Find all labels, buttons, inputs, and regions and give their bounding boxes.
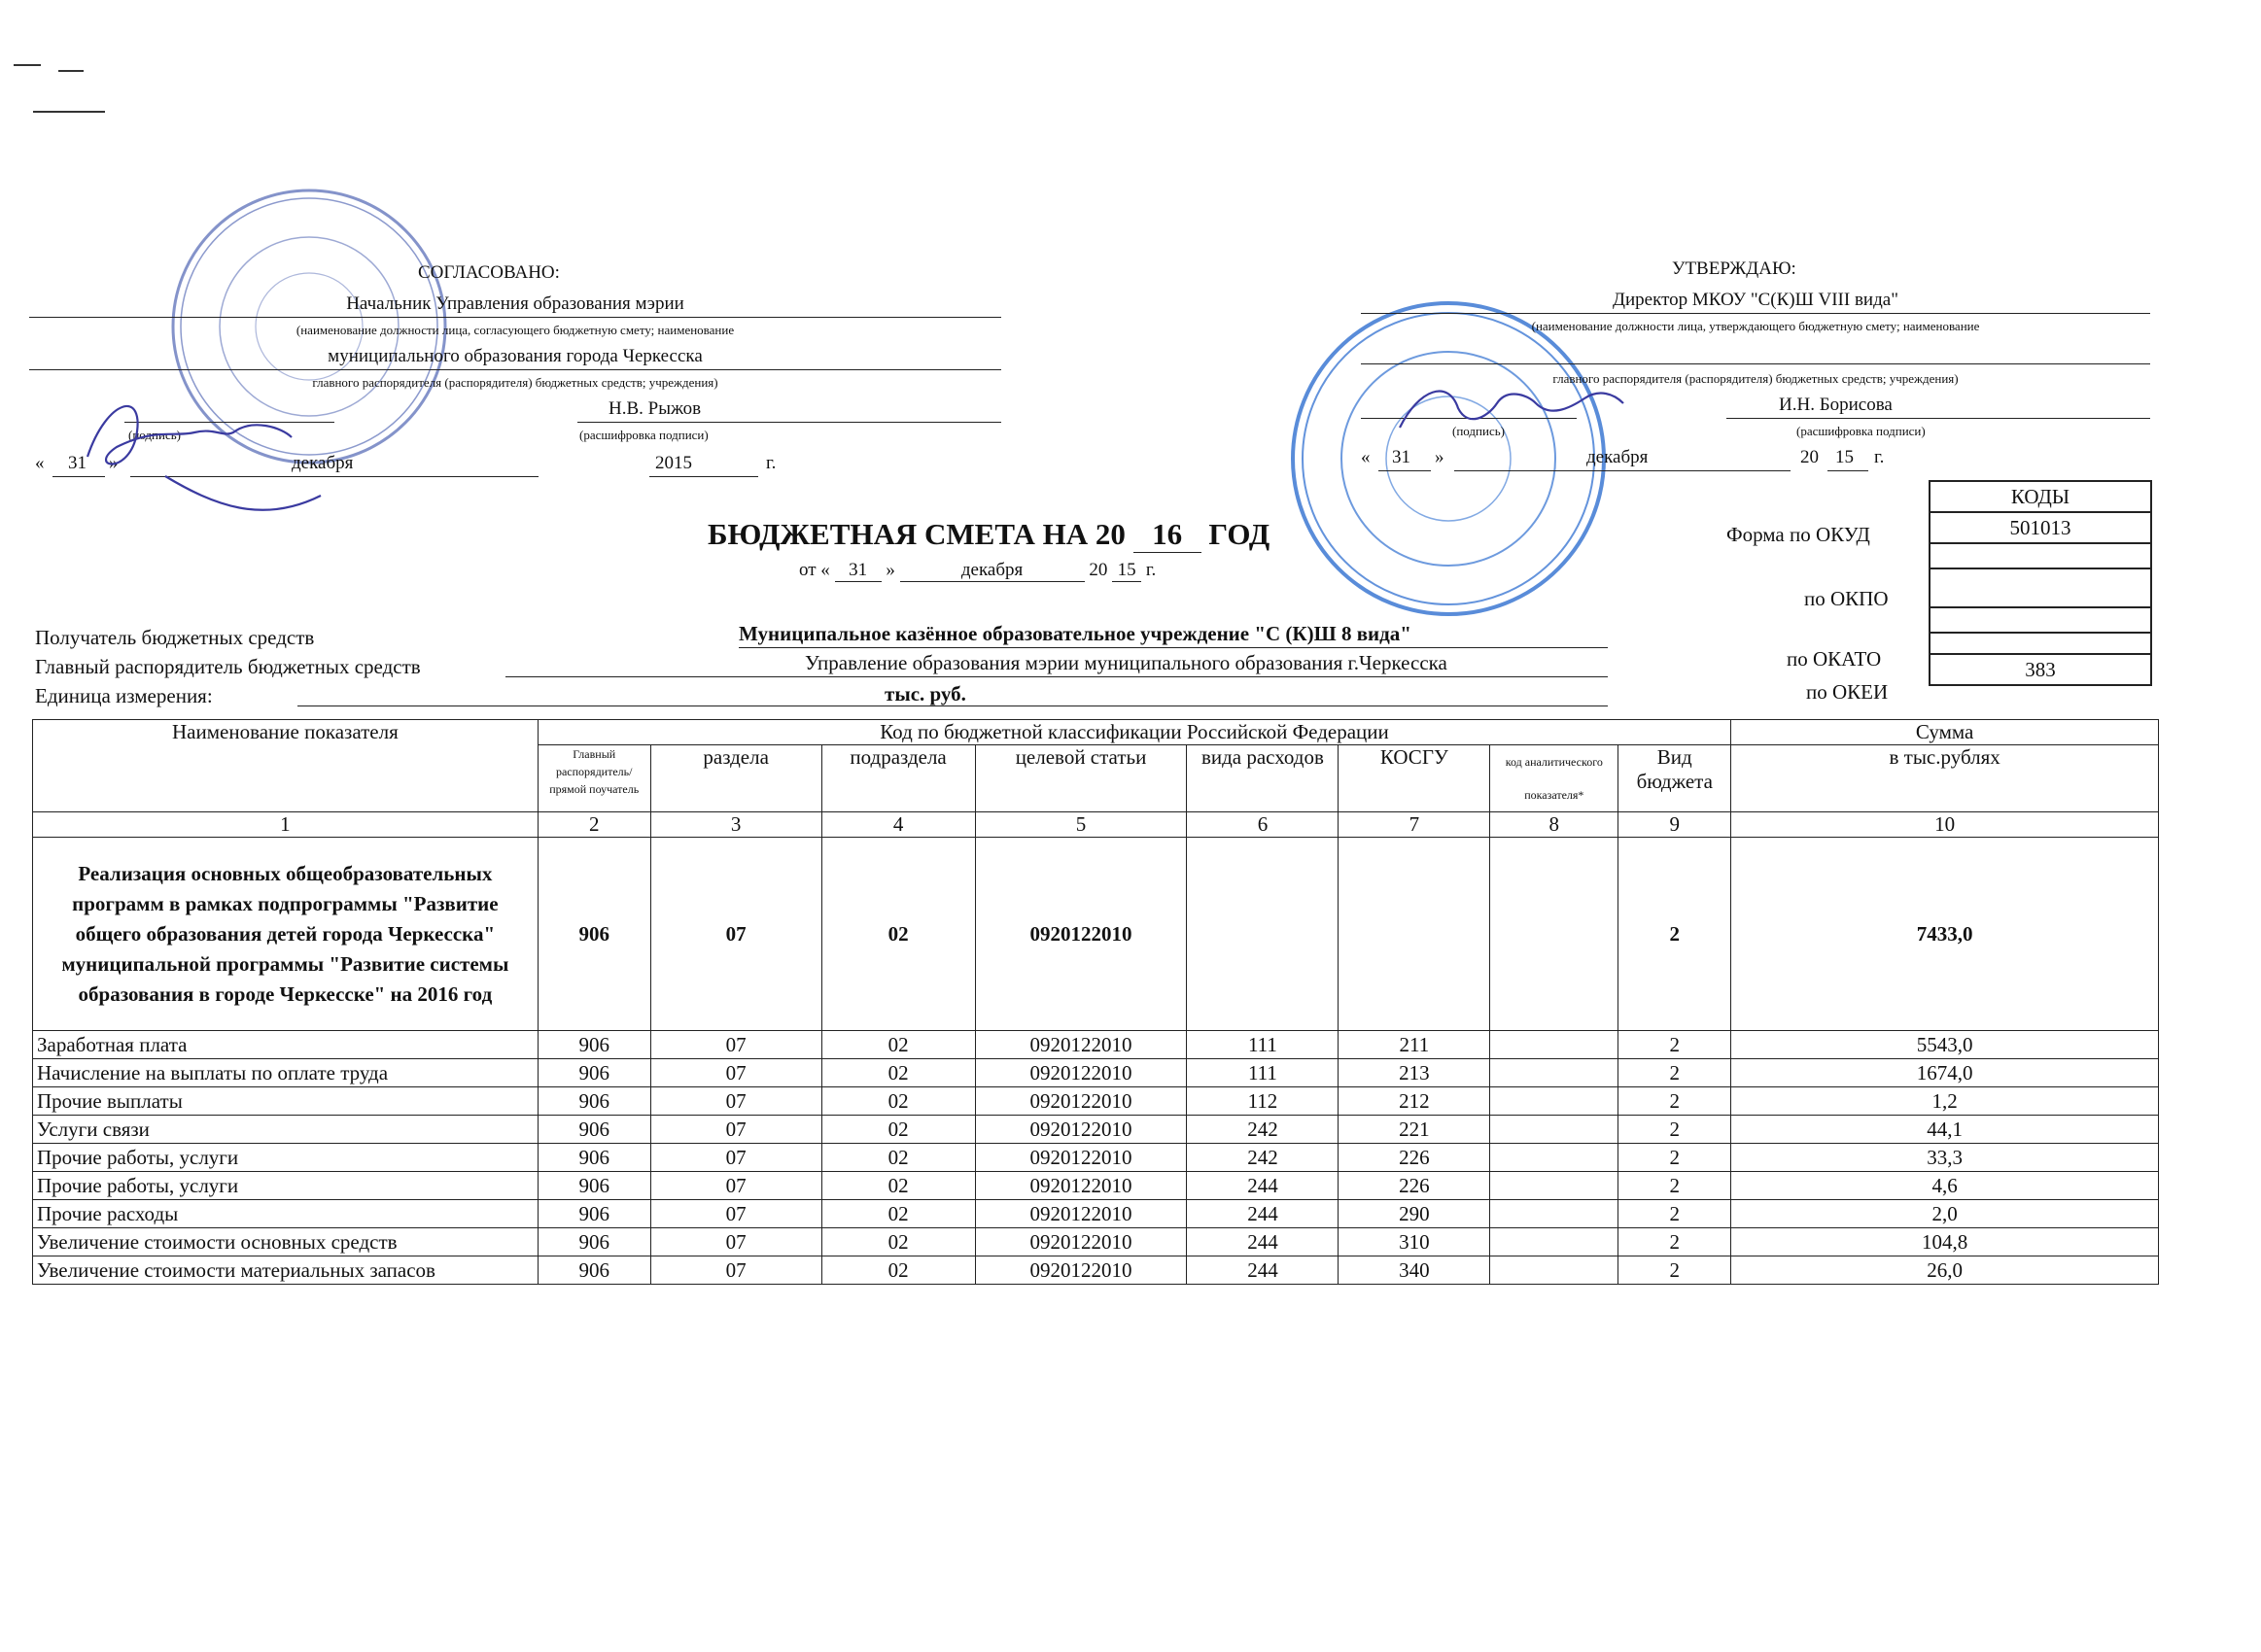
title-year2: 15 [1112,560,1141,582]
header-kosgu: КОСГУ [1339,745,1490,812]
scan-mark [33,111,105,113]
row-cs: 0920122010 [975,1256,1187,1285]
left-position: Начальник Управления образования мэрии [346,293,684,314]
row-sum: 26,0 [1731,1256,2159,1285]
right-day: 31 [1392,447,1410,467]
row-vr: 111 [1187,1031,1339,1059]
main-row-name: Реализация основных общеобразовательных программ в рамках подпрограммы "Развитие общего образования детей города Черкесска" муниципальной программы "Развитие системы образования в городе Черкесске" на 2016 год [33,838,539,1031]
row-grbs: 906 [538,1031,650,1059]
row-podrazdel: 02 [821,1172,975,1200]
col-number: 10 [1731,812,2159,838]
recipient-label: Получатель бюджетных средств [35,626,315,649]
codes-header: КОДЫ [1930,481,2151,512]
row-grbs: 906 [538,1228,650,1256]
row-cs: 0920122010 [975,1228,1187,1256]
row-vr: 244 [1187,1172,1339,1200]
right-stamp [1285,295,1612,622]
row-analit [1490,1144,1618,1172]
row-budget: 2 [1618,1200,1731,1228]
left-date-close: » [109,453,119,473]
header-sum: Сумма [1731,720,2159,745]
row-sum: 1674,0 [1731,1059,2159,1087]
row-sum: 4,6 [1731,1172,2159,1200]
row-vr: 242 [1187,1116,1339,1144]
row-kosgu: 340 [1339,1256,1490,1285]
main-row-budget: 2 [1618,838,1731,1031]
row-cs: 0920122010 [975,1059,1187,1087]
row-sum: 2,0 [1731,1200,2159,1228]
header-code: Код по бюджетной классификации Российской Федерации [538,720,1731,745]
row-name: Начисление на выплаты по оплате труда [33,1059,539,1087]
left-year-suffix: г. [766,453,777,473]
row-razdel: 07 [650,1200,821,1228]
col-number: 6 [1187,812,1339,838]
right-year-prefix: 20 [1800,447,1819,467]
row-analit [1490,1087,1618,1116]
col-number: 1 [33,812,539,838]
row-name: Увеличение стоимости материальных запасов [33,1256,539,1285]
table-row [33,1200,2159,1228]
left-signature [68,340,360,534]
row-sum: 33,3 [1731,1144,2159,1172]
title-month: декабря [900,560,1085,582]
row-name: Заработная плата [33,1031,539,1059]
right-name: И.Н. Борисова [1779,395,1893,415]
title-year-prefix: 20 [1089,560,1108,580]
table-row [33,1116,2159,1144]
budget-table [32,719,2159,1285]
table-row [33,1059,2159,1087]
row-vr: 244 [1187,1228,1339,1256]
row-kosgu: 310 [1339,1228,1490,1256]
left-name: Н.В. Рыжов [609,398,702,419]
right-heading: УТВЕРЖДАЮ: [1672,258,1796,279]
row-name: Прочие работы, услуги [33,1172,539,1200]
title-year-suffix: г. [1145,560,1157,580]
header-analit: код аналитического показателя* [1490,745,1618,812]
right-name-caption: (расшифровка подписи) [1796,424,1926,438]
row-vr: 112 [1187,1087,1339,1116]
scan-mark [58,70,84,72]
left-month: декабря [292,453,354,473]
right-month: декабря [1586,447,1649,467]
left-day: 31 [68,453,87,473]
left-sign-caption: (подпись) [128,428,181,442]
row-kosgu: 211 [1339,1031,1490,1059]
left-date-open: « [35,453,45,473]
header-name: Наименование показателя [33,720,539,812]
row-cs: 0920122010 [975,1144,1187,1172]
scan-mark [14,64,41,66]
table-row [33,1228,2159,1256]
col-number: 5 [975,812,1187,838]
main-manager-label: Главный распорядитель бюджетных средств [35,655,421,678]
col-number: 4 [821,812,975,838]
left-heading: СОГЛАСОВАНО: [418,262,560,283]
row-budget: 2 [1618,1228,1731,1256]
row-vr: 242 [1187,1144,1339,1172]
table-main-row [33,838,2159,1031]
row-vr: 244 [1187,1256,1339,1285]
row-grbs: 906 [538,1172,650,1200]
row-cs: 0920122010 [975,1116,1187,1144]
row-grbs: 906 [538,1144,650,1172]
row-podrazdel: 02 [821,1144,975,1172]
right-date-open: « [1361,447,1371,467]
row-podrazdel: 02 [821,1031,975,1059]
right-signature [1380,350,1633,457]
right-position: Директор МКОУ "С(К)Ш VIII вида" [1613,290,1898,310]
right-year-suffix: г. [1874,447,1885,467]
row-budget: 2 [1618,1031,1731,1059]
okud-label: Форма по ОКУД [1726,523,1870,546]
header-sum-sub: в тыс.рублях [1731,745,2159,812]
row-kosgu: 221 [1339,1116,1490,1144]
header-cs: целевой статьи [975,745,1187,812]
title-suffix: ГОД [1208,517,1270,551]
left-caption2: главного распорядителя (распорядителя) бюджетных средств; учреждения) [312,375,718,390]
row-cs: 0920122010 [975,1200,1187,1228]
page-title [708,517,1270,553]
row-budget: 2 [1618,1116,1731,1144]
title-year: 16 [1133,517,1201,553]
okpo-label: по ОКПО [1804,587,1889,610]
row-sum: 1,2 [1731,1087,2159,1116]
row-razdel: 07 [650,1116,821,1144]
row-podrazdel: 02 [821,1200,975,1228]
main-row-razdel: 07 [650,838,821,1031]
row-razdel: 07 [650,1228,821,1256]
row-razdel: 07 [650,1059,821,1087]
row-cs: 0920122010 [975,1087,1187,1116]
header-vr: вида расходов [1187,745,1339,812]
okei-label: по ОКЕИ [1806,680,1889,704]
row-podrazdel: 02 [821,1059,975,1087]
table-row [33,1087,2159,1116]
left-caption1: (наименование должности лица, согласующего бюджетную смету; наименование [296,323,735,337]
row-razdel: 07 [650,1031,821,1059]
header-podrazdel: подраздела [821,745,975,812]
row-analit [1490,1059,1618,1087]
row-grbs: 906 [538,1256,650,1285]
row-podrazdel: 02 [821,1116,975,1144]
row-razdel: 07 [650,1144,821,1172]
main-row-podrazdel: 02 [821,838,975,1031]
row-grbs: 906 [538,1116,650,1144]
main-row-grbs: 906 [538,838,650,1031]
main-manager-value: Управление образования мэрии муниципального образования г.Черкесска [805,651,1447,674]
row-name: Прочие выплаты [33,1087,539,1116]
row-sum: 104,8 [1731,1228,2159,1256]
header-razdel: раздела [650,745,821,812]
row-grbs: 906 [538,1059,650,1087]
row-kosgu: 213 [1339,1059,1490,1087]
title-day: 31 [835,560,882,582]
main-row-cs: 0920122010 [975,838,1187,1031]
header-grbs: Главный распорядитель/прямой поучатель [538,745,650,812]
left-name-caption: (расшифровка подписи) [579,428,709,442]
unit-value: тыс. руб. [885,682,966,706]
column-numbers-row [33,812,2159,838]
row-budget: 2 [1618,1172,1731,1200]
row-analit [1490,1228,1618,1256]
row-razdel: 07 [650,1087,821,1116]
row-name: Прочие работы, услуги [33,1144,539,1172]
okei-value: 383 [1930,654,2151,685]
codes-table [1929,480,2152,686]
col-number: 3 [650,812,821,838]
row-analit [1490,1200,1618,1228]
row-grbs: 906 [538,1087,650,1116]
table-row [33,1172,2159,1200]
recipient-value: Муниципальное казённое образовательное учреждение "С (К)Ш 8 вида" [739,622,1411,645]
right-caption2: главного распорядителя (распорядителя) бюджетных средств; учреждения) [1552,371,1959,386]
main-row-sum: 7433,0 [1731,838,2159,1031]
row-kosgu: 212 [1339,1087,1490,1116]
row-budget: 2 [1618,1144,1731,1172]
row-cs: 0920122010 [975,1172,1187,1200]
row-razdel: 07 [650,1256,821,1285]
row-budget: 2 [1618,1087,1731,1116]
row-vr: 111 [1187,1059,1339,1087]
row-razdel: 07 [650,1172,821,1200]
row-cs: 0920122010 [975,1031,1187,1059]
right-caption1: (наименование должности лица, утверждающего бюджетную смету; наименование [1531,319,1980,333]
right-date-close: » [1435,447,1444,467]
row-analit [1490,1172,1618,1200]
unit-label: Единица измерения: [35,684,213,707]
right-sign-caption: (подпись) [1452,424,1505,438]
row-kosgu: 226 [1339,1172,1490,1200]
table-row [33,1256,2159,1285]
row-kosgu: 226 [1339,1144,1490,1172]
okud-value: 501013 [1930,512,2151,543]
row-name: Прочие расходы [33,1200,539,1228]
row-analit [1490,1256,1618,1285]
row-podrazdel: 02 [821,1087,975,1116]
header-budget: Вид бюджета [1618,745,1731,812]
col-number: 9 [1618,812,1731,838]
col-number: 7 [1339,812,1490,838]
row-analit [1490,1116,1618,1144]
col-number: 2 [538,812,650,838]
table-row [33,1144,2159,1172]
row-budget: 2 [1618,1256,1731,1285]
title-prefix: БЮДЖЕТНАЯ СМЕТА НА 20 [708,517,1126,551]
row-sum: 5543,0 [1731,1031,2159,1059]
table-row [33,1031,2159,1059]
left-year: 2015 [655,453,692,473]
okato-label: по ОКАТО [1787,647,1882,671]
title-date [799,560,1156,582]
row-podrazdel: 02 [821,1228,975,1256]
row-budget: 2 [1618,1059,1731,1087]
row-vr: 244 [1187,1200,1339,1228]
row-sum: 44,1 [1731,1116,2159,1144]
row-name: Услуги связи [33,1116,539,1144]
row-name: Увеличение стоимости основных средств [33,1228,539,1256]
left-org: муниципального образования города Черкесска [328,346,703,366]
row-kosgu: 290 [1339,1200,1490,1228]
row-analit [1490,1031,1618,1059]
title-date-prefix: от « [799,560,830,580]
col-number: 8 [1490,812,1618,838]
title-date-close: » [886,560,895,580]
row-grbs: 906 [538,1200,650,1228]
right-year: 15 [1835,447,1854,467]
row-podrazdel: 02 [821,1256,975,1285]
